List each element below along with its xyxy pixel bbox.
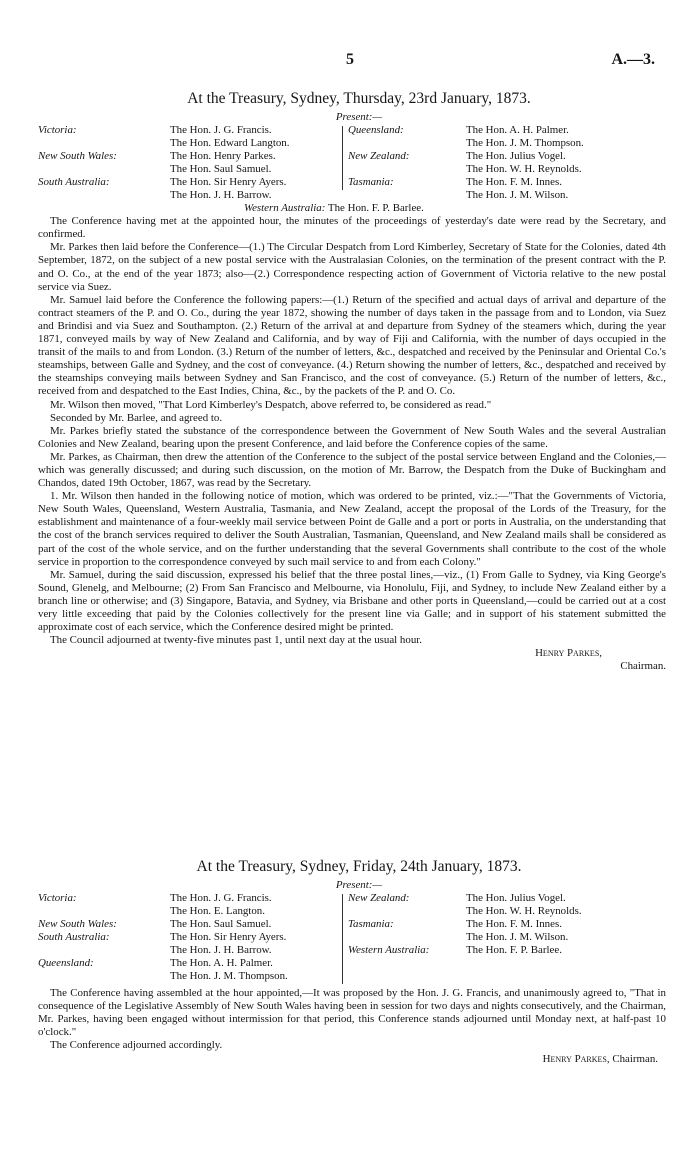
session-title: At the Treasury, Sydney, Friday, 24th January, 1873. — [196, 858, 522, 875]
paragraph: Mr. Samuel, during the said discussion, expressed his belief that the three postal lines,—viz., (1) From Galle to Sydney, via King George's Sound, Glenelg, and Melbourne; (2) From San Francisco and Melbourne, via Honolulu, Fiji, and Sydney, to include New Zealand either by a branch line or otherwise; and (3) Singapore, Batavia, and Sydney, via Brisbane and other ports in Queensland,—could be carried out at a cost very little exceeding that paid by the Colonies collectively for the present line via Galle; and in support of his statement submitted the approximate cost of each service, which the Conference desired might be printed. — [38, 568, 666, 634]
member-name: The Hon. A. H. Palmer. — [466, 124, 569, 137]
member-name: The Hon. Sir Henry Ayers. — [170, 176, 287, 189]
paragraph: Mr. Parkes briefly stated the substance of the correspondence between the Government of New South Wales and the several Australian Colonies and New Zealand, bearing upon the present Conference, and laid before the Conference copies of the same. — [38, 424, 666, 450]
state-label: New Zealand: — [348, 892, 410, 905]
paragraph: Mr. Wilson then moved, "That Lord Kimberley's Despatch, above referred to, be considered as read." — [50, 398, 492, 411]
member-name: The Hon. Julius Vogel. — [466, 150, 566, 163]
member-name: The Hon. Edward Langton. — [170, 137, 290, 150]
state-label: New South Wales: — [38, 918, 117, 931]
paragraph: The Conference having met at the appointed hour, the minutes of the proceedings of yesterday's date were read by the Secretary, and confirmed. — [38, 215, 666, 241]
state-label: South Australia: — [38, 176, 110, 189]
paragraph: The Council adjourned at twenty-five minutes past 1, until next day at the usual hour. — [50, 634, 423, 647]
member-name: The Hon. J. M. Wilson. — [466, 931, 569, 944]
session-thursday — [38, 90, 666, 673]
chairman-signature-name: Henry Parkes, — [535, 647, 602, 660]
paragraph: Mr. Samuel laid before the Conference the following papers:—(1.) Return of the specified and actual days of arrival and departure of the contract steamers of the P. and O. Co., during the year 1872, showing the number of days taken in the passage from and to London, via Suez and Brindisi and via Suez and Southampton. (2.) Return of the arrival at and departure from Sydney of the steamers which, during the year 1871, conveyed mails by way of New Zealand and California, and by way of Fiji and California, with the number of days occupied in the transit of the mails to and from London. (3.) Return of the number of letters, &c., despatched and received by the Peninsular and Oriental Co.'s steamships, between Galle and Sydney, and the cost of conveyance. (4.) Return showing the number of letters, &c., despatched and received by the steamships conveying mails between Sydney and San Francisco, and the cost of conveyance. (5.) Return of the number of letters, &c., received from and despatched to the East Indies, China, &c., by the packets of the P. and O. Co. — [38, 293, 666, 398]
session-friday — [38, 858, 666, 1066]
state-label: Victoria: — [38, 124, 77, 137]
session-title: At the Treasury, Sydney, Thursday, 23rd January, 1873. — [187, 90, 531, 107]
paragraph: Seconded by Mr. Barlee, and agreed to. — [50, 411, 223, 424]
member-name: The Hon. J. H. Barrow. — [170, 189, 272, 202]
page-number: 5 — [346, 51, 354, 68]
western-australia-line — [244, 202, 666, 215]
present-label: Present:— — [335, 111, 383, 123]
attendance-list — [38, 892, 666, 987]
member-name: The Hon. J. H. Barrow. — [170, 944, 272, 957]
member-name: The Hon. F. M. Innes. — [466, 176, 562, 189]
state-label: Tasmania: — [348, 176, 394, 189]
minutes-body — [38, 215, 666, 647]
member-name: The Hon. Saul Samuel. — [170, 163, 272, 176]
member-name: The Hon. E. Langton. — [170, 905, 265, 918]
member-name: The Hon. W. H. Reynolds. — [466, 163, 582, 176]
paragraph: Mr. Parkes, as Chairman, then drew the attention of the Conference to the subject of the postal service between England and the Colonies,—which was generally discussed; and during such discussion, on the motion of Mr. Barrow, the Despatch from the Duke of Buckingham and Chandos, dated 19th October, 1867, was read by the Secretary. — [38, 450, 666, 490]
member-name: The Hon. J. M. Thompson. — [466, 137, 584, 150]
paragraph: Mr. Parkes then laid before the Conference—(1.) The Circular Despatch from Lord Kimberley, Secretary of State for the Colonies, dated 4th September, 1872, on the subject of a new postal service with the Australasian Colonies, on the termination of the present contract with the P. and O. Co., at the end of the year 1873; also—(2.) Correspondence respecting action of Government of Victoria relative to the new postal service via Suez. — [38, 241, 666, 293]
member-name: The Hon. Henry Parkes. — [170, 150, 276, 163]
state-label: New Zealand: — [348, 150, 410, 163]
chairman-signature-title: Chairman. — [620, 660, 666, 673]
member-name: The Hon. J. G. Francis. — [170, 124, 272, 137]
paragraph: The Conference having assembled at the hour appointed,—It was proposed by the Hon. J. G. Francis, and unanimously agreed to, "That in consequence of the Legislative Assembly of New South Wales having been in session for two days and nights consecutively, and the Chairman, Mr. Parkes, having been engaged without intermission for that period, this Conference stands adjourned until Monday next, at half-past 10 o'clock." — [38, 987, 666, 1039]
chairman-signature: Henry Parkes, Chairman. — [542, 1052, 658, 1065]
member-name: The Hon. Saul Samuel. — [170, 918, 272, 931]
present-label: Present:— — [335, 879, 383, 891]
member-name: The Hon. W. H. Reynolds. — [466, 905, 582, 918]
minutes-body — [38, 987, 666, 1052]
state-label: Victoria: — [38, 892, 77, 905]
member-name: The Hon. J. M. Thompson. — [170, 970, 288, 983]
column-divider — [342, 894, 343, 984]
attendance-list — [38, 124, 666, 204]
state-label: New South Wales: — [38, 150, 117, 163]
member-name: The Hon. Sir Henry Ayers. — [170, 931, 287, 944]
member-name: The Hon. F. P. Barlee. — [466, 944, 562, 957]
member-name: The Hon. J. G. Francis. — [170, 892, 272, 905]
member-name: The Hon. J. M. Wilson. — [466, 189, 569, 202]
document-reference: A.—3. — [611, 51, 655, 68]
member-name: The Hon. Julius Vogel. — [466, 892, 566, 905]
column-divider — [342, 126, 343, 190]
member-name: The Hon. F. P. Barlee. — [327, 202, 424, 215]
state-label: Tasmania: — [348, 918, 394, 931]
state-label: Queensland: — [348, 124, 404, 137]
paragraph: The Conference adjourned accordingly. — [50, 1039, 223, 1052]
member-name: The Hon. A. H. Palmer. — [170, 957, 273, 970]
state-label: South Australia: — [38, 931, 110, 944]
paragraph: 1. Mr. Wilson then handed in the following notice of motion, which was ordered to be printed, viz.:—"That the Governments of Victoria, New South Wales, Queensland, Western Australia, Tasmania, and New Zealand, accept the proposal of the Lords of the Treasury, for the establishment and maintenance of a four-weekly mail service between Point de Galle and a port or ports in Australia, on the understanding that the cost of the branch services required to deliver the South Australian, Tasmanian, Queensland, and New Zealand mails shall be considered as part of the cost of the whole service, and on the further understanding that the several Governments shall contribute to the cost of the whole service in proportion to the correspondence conveyed by such mail service to and from each Colony." — [38, 490, 666, 568]
state-label: Western Australia: — [348, 944, 430, 957]
state-label: Queensland: — [38, 957, 94, 970]
member-name: The Hon. F. M. Innes. — [466, 918, 562, 931]
state-label: Western Australia: — [244, 202, 326, 215]
